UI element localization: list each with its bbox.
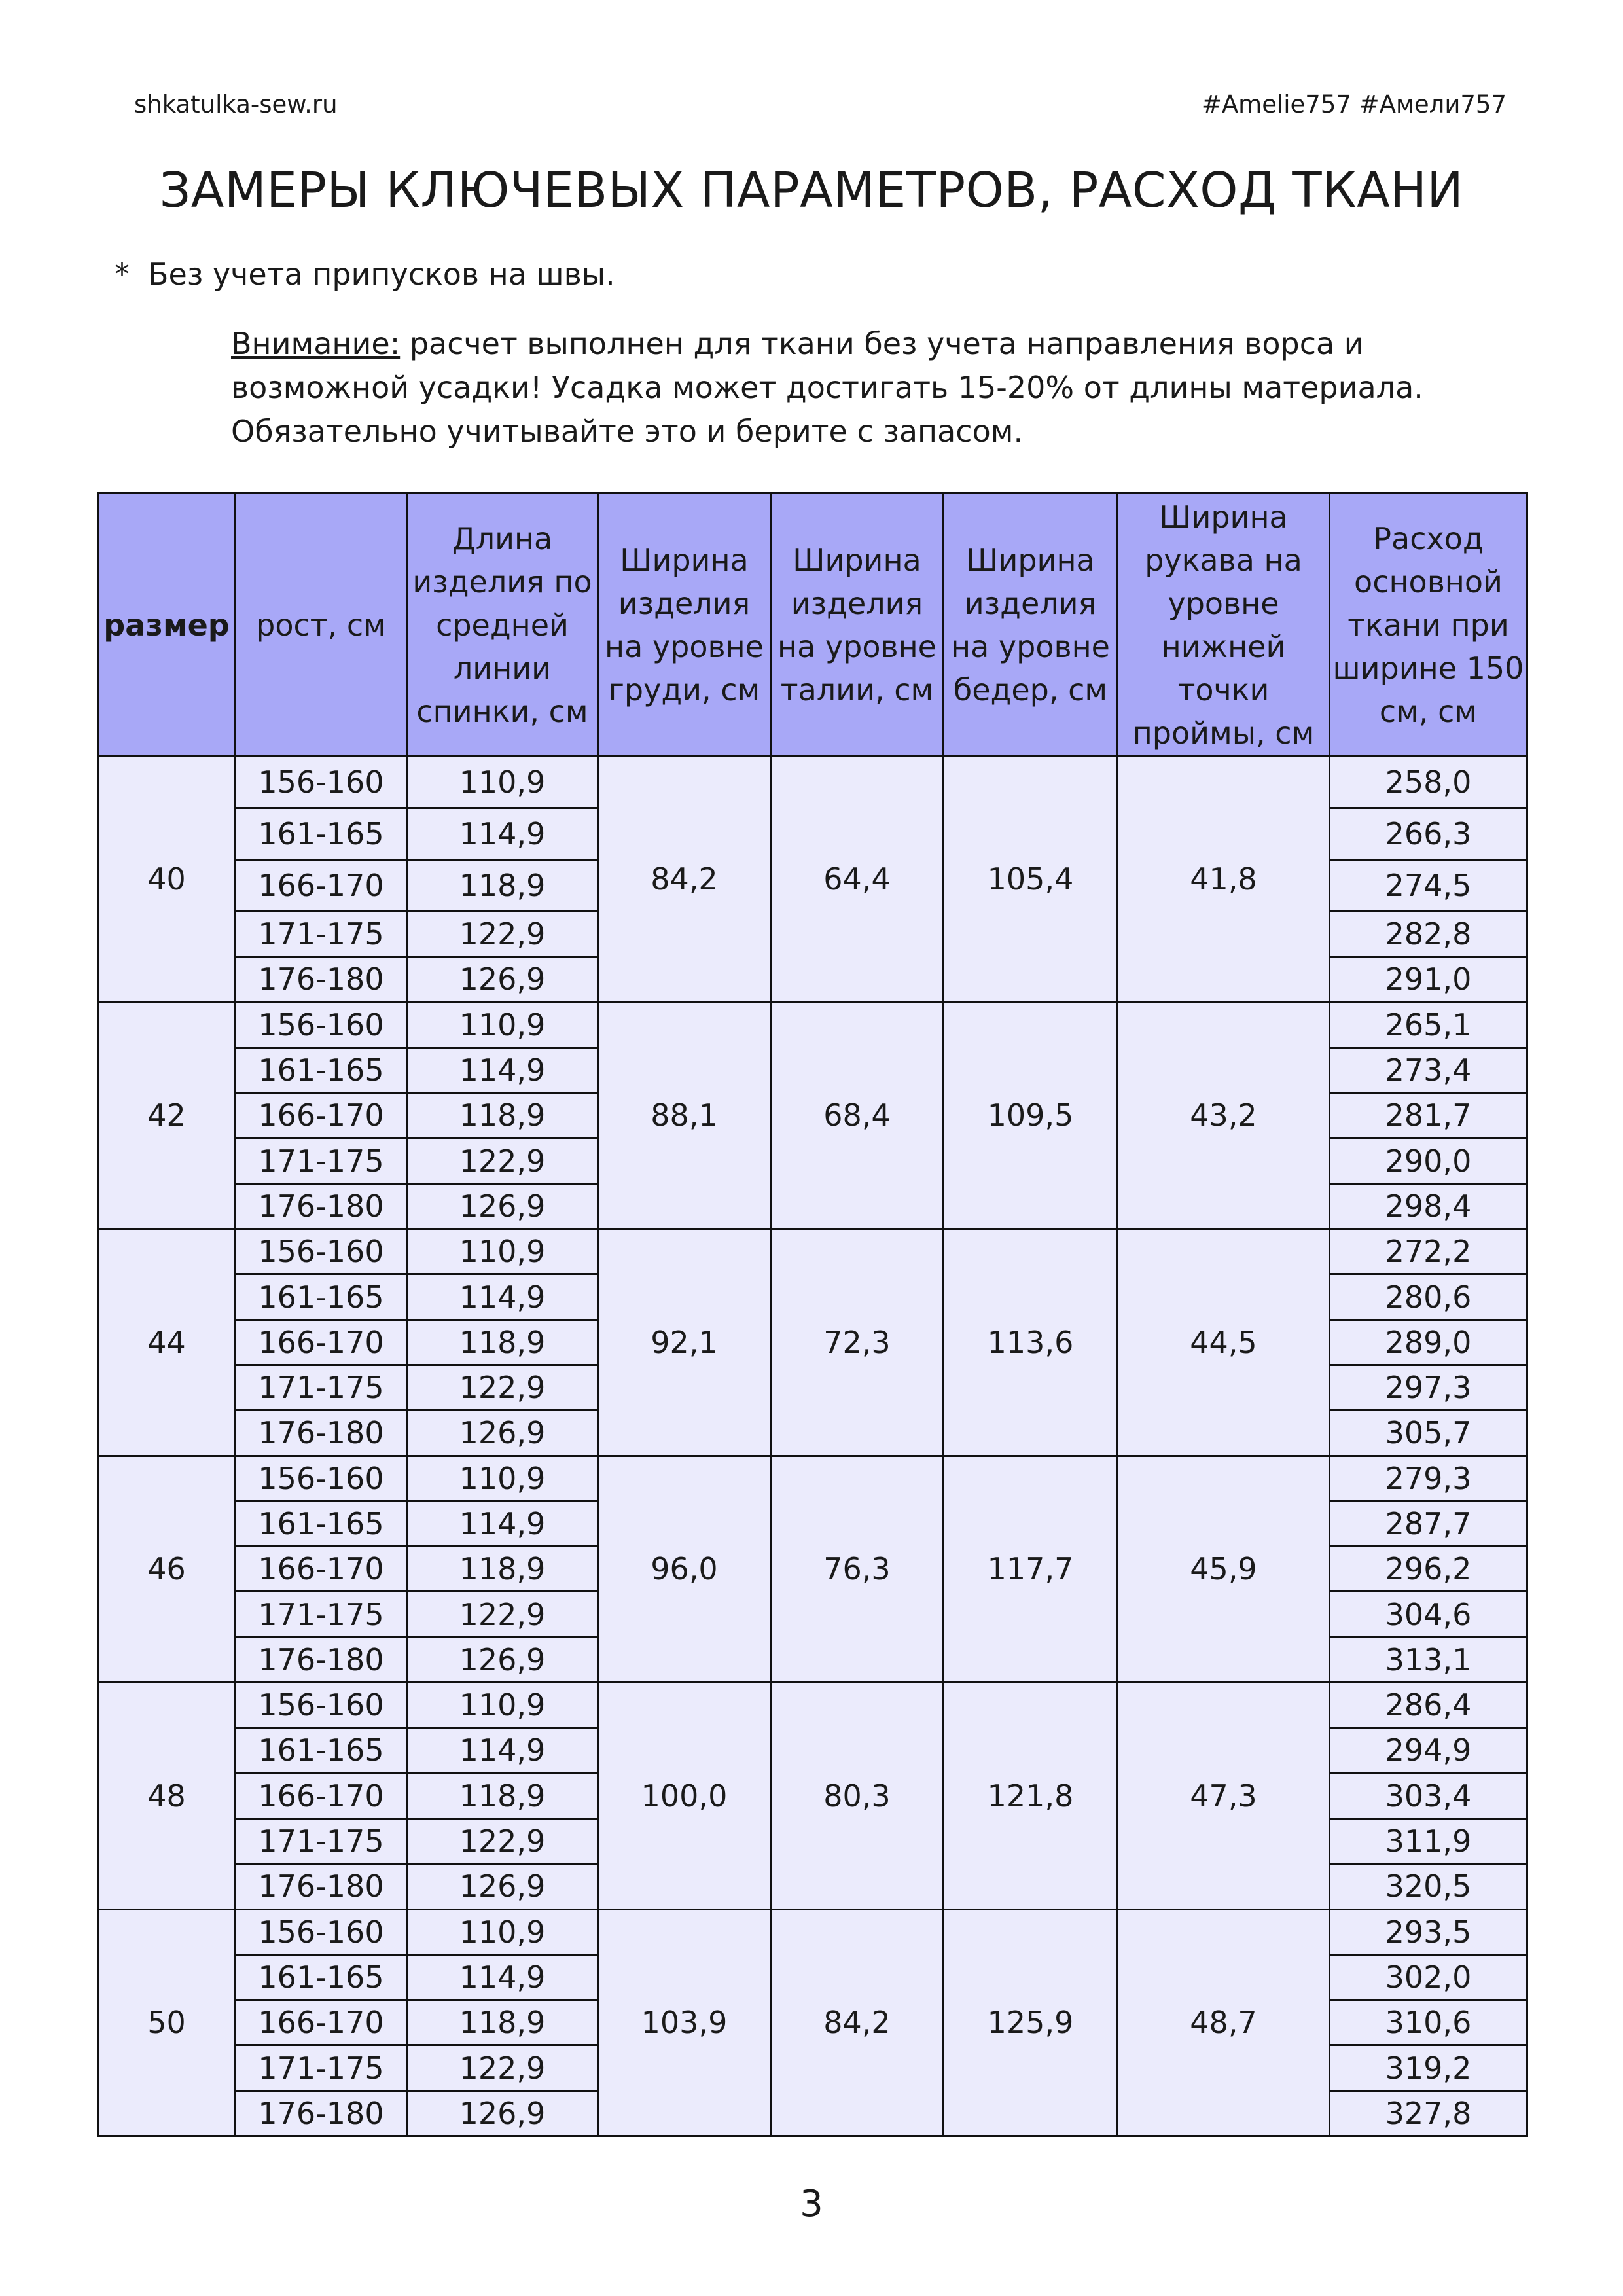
- length-cell: 122,9: [407, 1818, 598, 1863]
- fabric-cell: 298,4: [1330, 1183, 1527, 1229]
- table-body: [98, 757, 1527, 2136]
- height-cell: 161-165: [236, 1501, 407, 1546]
- waist-cell: 68,4: [771, 1002, 944, 1229]
- fabric-cell: 310,6: [1330, 2000, 1527, 2045]
- size-cell: 50: [98, 1909, 236, 2136]
- seam-note-text: Без учета припусков на швы.: [148, 257, 615, 292]
- waist-cell: 76,3: [771, 1456, 944, 1682]
- height-cell: 166-170: [236, 1547, 407, 1592]
- fabric-cell: 282,8: [1330, 912, 1527, 957]
- waist-cell: 64,4: [771, 757, 944, 1003]
- length-cell: 110,9: [407, 1909, 598, 1954]
- height-cell: 166-170: [236, 860, 407, 912]
- fabric-cell: 266,3: [1330, 808, 1527, 860]
- height-cell: 171-175: [236, 1138, 407, 1183]
- fabric-cell: 258,0: [1330, 757, 1527, 808]
- sleeve-cell: 47,3: [1118, 1683, 1330, 1909]
- page-number: 3: [800, 2183, 823, 2225]
- length-cell: 126,9: [407, 1410, 598, 1456]
- height-cell: 176-180: [236, 1637, 407, 1682]
- waist-cell: 84,2: [771, 1909, 944, 2136]
- hashtags: #Amelie757 #Амели757: [1201, 90, 1507, 118]
- fabric-cell: 280,6: [1330, 1274, 1527, 1319]
- height-cell: 161-165: [236, 808, 407, 860]
- hips-cell: 105,4: [944, 757, 1118, 1003]
- col-header-sleeve: Ширина рукава на уровне нижней точки проймы, см: [1118, 493, 1330, 757]
- length-cell: 118,9: [407, 860, 598, 912]
- col-header-hips: Ширина изделия на уровне бедер, см: [944, 493, 1118, 757]
- col-header-height: рост, см: [236, 493, 407, 757]
- height-cell: 176-180: [236, 2090, 407, 2136]
- fabric-cell: 302,0: [1330, 1954, 1527, 2000]
- height-cell: 176-180: [236, 957, 407, 1002]
- size-cell: 42: [98, 1002, 236, 1229]
- length-cell: 126,9: [407, 2090, 598, 2136]
- height-cell: 166-170: [236, 1319, 407, 1365]
- hips-cell: 121,8: [944, 1683, 1118, 1909]
- length-cell: 114,9: [407, 808, 598, 860]
- waist-cell: 80,3: [771, 1683, 944, 1909]
- length-cell: 118,9: [407, 1547, 598, 1592]
- chest-cell: 92,1: [598, 1229, 771, 1456]
- height-cell: 156-160: [236, 1229, 407, 1274]
- hips-cell: 109,5: [944, 1002, 1118, 1229]
- fabric-cell: 291,0: [1330, 957, 1527, 1002]
- hips-cell: 125,9: [944, 1909, 1118, 2136]
- page-title: ЗАМЕРЫ КЛЮЧЕВЫХ ПАРАМЕТРОВ, РАСХОД ТКАНИ: [159, 162, 1464, 219]
- height-cell: 156-160: [236, 1683, 407, 1728]
- table-row: [98, 1456, 1527, 1501]
- length-cell: 114,9: [407, 1274, 598, 1319]
- fabric-cell: 286,4: [1330, 1683, 1527, 1728]
- size-cell: 40: [98, 757, 236, 1003]
- table-row: [98, 1683, 1527, 1728]
- size-cell: 44: [98, 1229, 236, 1456]
- sleeve-cell: 44,5: [1118, 1229, 1330, 1456]
- length-cell: 118,9: [407, 1093, 598, 1138]
- fabric-cell: 274,5: [1330, 860, 1527, 912]
- height-cell: 156-160: [236, 757, 407, 808]
- col-header-chest: Ширина изделия на уровне груди, см: [598, 493, 771, 757]
- fabric-cell: 272,2: [1330, 1229, 1527, 1274]
- sleeve-cell: 48,7: [1118, 1909, 1330, 2136]
- waist-cell: 72,3: [771, 1229, 944, 1456]
- length-cell: 114,9: [407, 1728, 598, 1773]
- fabric-cell: 313,1: [1330, 1637, 1527, 1682]
- header-row: [98, 493, 1527, 757]
- length-cell: 122,9: [407, 1592, 598, 1637]
- height-cell: 171-175: [236, 1818, 407, 1863]
- sleeve-cell: 45,9: [1118, 1456, 1330, 1682]
- length-cell: 122,9: [407, 1365, 598, 1410]
- fabric-cell: 311,9: [1330, 1818, 1527, 1863]
- col-header-waist: Ширина изделия на уровне талии, см: [771, 493, 944, 757]
- height-cell: 166-170: [236, 1773, 407, 1818]
- measurements-table: [97, 492, 1528, 2137]
- height-cell: 171-175: [236, 2045, 407, 2090]
- fabric-cell: 290,0: [1330, 1138, 1527, 1183]
- fabric-cell: 265,1: [1330, 1002, 1527, 1047]
- fabric-cell: 294,9: [1330, 1728, 1527, 1773]
- fabric-cell: 319,2: [1330, 2045, 1527, 2090]
- fabric-cell: 289,0: [1330, 1319, 1527, 1365]
- chest-cell: 103,9: [598, 1909, 771, 2136]
- table-row: [98, 757, 1527, 808]
- length-cell: 118,9: [407, 2000, 598, 2045]
- hips-cell: 113,6: [944, 1229, 1118, 1456]
- height-cell: 156-160: [236, 1456, 407, 1501]
- length-cell: 126,9: [407, 1637, 598, 1682]
- fabric-cell: 279,3: [1330, 1456, 1527, 1501]
- fabric-cell: 297,3: [1330, 1365, 1527, 1410]
- fabric-cell: 273,4: [1330, 1047, 1527, 1092]
- chest-cell: 88,1: [598, 1002, 771, 1229]
- length-cell: 114,9: [407, 1501, 598, 1546]
- fabric-cell: 287,7: [1330, 1501, 1527, 1546]
- table-row: [98, 1002, 1527, 1047]
- length-cell: 114,9: [407, 1954, 598, 2000]
- site-url: shkatulka-sew.ru: [134, 90, 338, 118]
- height-cell: 176-180: [236, 1183, 407, 1229]
- col-header-fabric: Расход основной ткани при ширине 150 см, см: [1330, 493, 1527, 757]
- height-cell: 166-170: [236, 1093, 407, 1138]
- height-cell: 166-170: [236, 2000, 407, 2045]
- table-row: [98, 1229, 1527, 1274]
- col-header-length: Длина изделия по средней линии спинки, см: [407, 493, 598, 757]
- sleeve-cell: 43,2: [1118, 1002, 1330, 1229]
- fabric-cell: 293,5: [1330, 1909, 1527, 1954]
- length-cell: 126,9: [407, 1183, 598, 1229]
- height-cell: 171-175: [236, 912, 407, 957]
- warning-text: расчет выполнен для ткани без учета направления ворса и возможной усадки! Усадка может достигать 15-20% от длины материала. Обязательно учитывайте это и берите с запасом.: [231, 326, 1423, 449]
- length-cell: 110,9: [407, 1002, 598, 1047]
- height-cell: 161-165: [236, 1047, 407, 1092]
- length-cell: 122,9: [407, 912, 598, 957]
- length-cell: 122,9: [407, 1138, 598, 1183]
- size-cell: 48: [98, 1683, 236, 1909]
- fabric-cell: 304,6: [1330, 1592, 1527, 1637]
- asterisk: *: [115, 257, 130, 292]
- length-cell: 110,9: [407, 1456, 598, 1501]
- length-cell: 110,9: [407, 757, 598, 808]
- seam-note: [115, 257, 615, 292]
- length-cell: 110,9: [407, 1683, 598, 1728]
- table-row: [98, 1909, 1527, 1954]
- fabric-cell: 303,4: [1330, 1773, 1527, 1818]
- sleeve-cell: 41,8: [1118, 757, 1330, 1003]
- height-cell: 161-165: [236, 1274, 407, 1319]
- length-cell: 126,9: [407, 957, 598, 1002]
- fabric-cell: 327,8: [1330, 2090, 1527, 2136]
- height-cell: 156-160: [236, 1002, 407, 1047]
- warning-paragraph: [231, 322, 1507, 454]
- fabric-cell: 296,2: [1330, 1547, 1527, 1592]
- chest-cell: 100,0: [598, 1683, 771, 1909]
- col-header-size: размер: [98, 493, 236, 757]
- fabric-cell: 281,7: [1330, 1093, 1527, 1138]
- fabric-cell: 305,7: [1330, 1410, 1527, 1456]
- hips-cell: 117,7: [944, 1456, 1118, 1682]
- height-cell: 176-180: [236, 1410, 407, 1456]
- size-cell: 46: [98, 1456, 236, 1682]
- length-cell: 126,9: [407, 1864, 598, 1909]
- fabric-cell: 320,5: [1330, 1864, 1527, 1909]
- warning-label: Внимание:: [231, 326, 401, 361]
- length-cell: 118,9: [407, 1773, 598, 1818]
- height-cell: 161-165: [236, 1954, 407, 2000]
- height-cell: 156-160: [236, 1909, 407, 1954]
- height-cell: 171-175: [236, 1592, 407, 1637]
- length-cell: 122,9: [407, 2045, 598, 2090]
- length-cell: 114,9: [407, 1047, 598, 1092]
- chest-cell: 96,0: [598, 1456, 771, 1682]
- length-cell: 118,9: [407, 1319, 598, 1365]
- height-cell: 171-175: [236, 1365, 407, 1410]
- length-cell: 110,9: [407, 1229, 598, 1274]
- height-cell: 161-165: [236, 1728, 407, 1773]
- chest-cell: 84,2: [598, 757, 771, 1003]
- height-cell: 176-180: [236, 1864, 407, 1909]
